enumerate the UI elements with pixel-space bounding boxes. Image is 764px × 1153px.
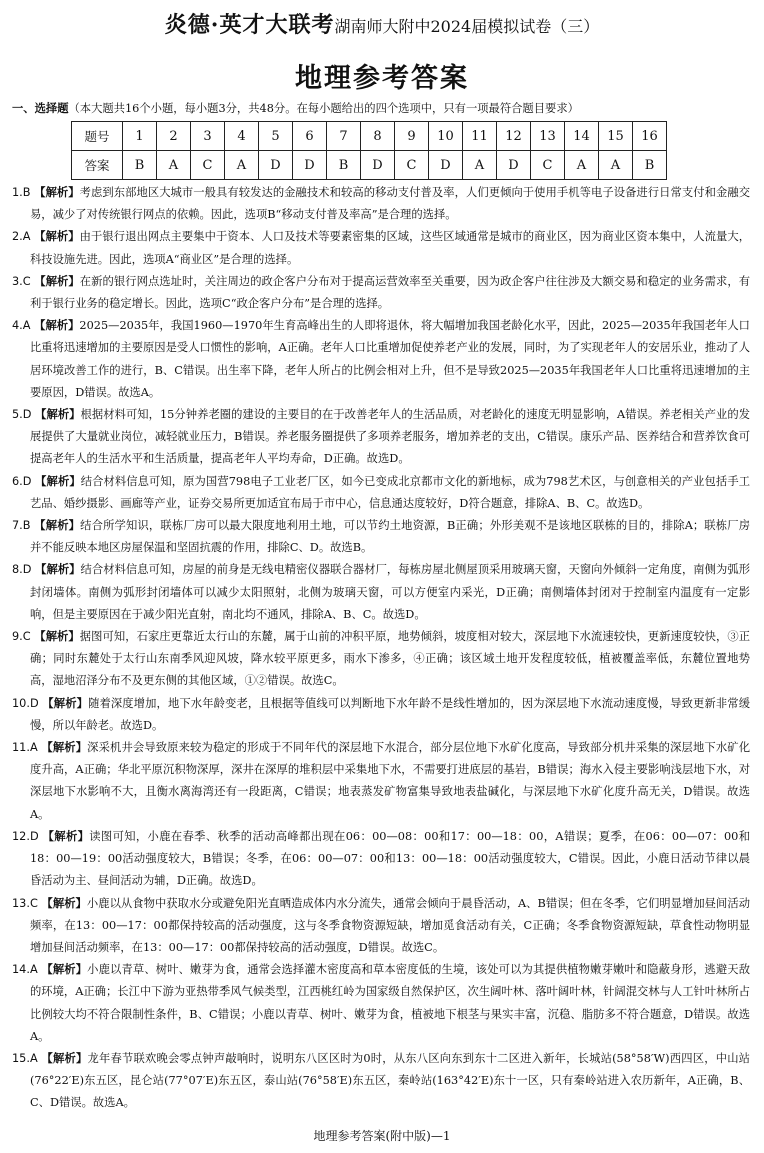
answer-key: 2.A — [12, 230, 31, 244]
analysis-tag: 【解析】 — [41, 1051, 88, 1065]
question-number-cell: 3 — [191, 122, 225, 151]
analysis-tag: 【解析】 — [35, 474, 81, 488]
explanation-text: 随着深度增加，地下水年龄变老，且根据等值线可以判断地下水年龄不是线性增加的，因为深层地下水流动速度慢，导致更新非常缓慢，所以年龄老。故选D。 — [30, 696, 750, 732]
answer-table-row-numbers — [72, 122, 667, 151]
answer-table-row-answers — [72, 151, 667, 180]
question-number-cell: 10 — [429, 122, 463, 151]
question-number-cell: 15 — [599, 122, 633, 151]
explanation-text: 在新的银行网点选址时，关注周边的政企客户分布对于提高运营效率至关重要，因为政企客户往往涉及大额交易和稳定的业务需求，有利于银行业务的稳定增长。因此，选项C“政企客户分布”是合理的选择。 — [30, 274, 750, 311]
answer-cell: A — [565, 151, 599, 180]
explanation-text: 2025—2035年，我国1960—1970年生育高峰出生的人即将退休，将大幅增加我国老龄化水平，因此，2025—2035年我国老年人口比重将迅速增加的主要原因是受人口惯性的影响，A正确。老年人口比重增加促使养老产业的发展，同时，为了实现老年人的安居乐业，推动了人居环境改善工作的进行，B、C错误。出生率下降，老年人所占的比例会相对上升，但不是导致2025—2035年我国老年人口比重将迅速增加的主要原因，D错误。故选A。 — [30, 319, 750, 399]
answer-cell: D — [293, 151, 327, 180]
answer-cell: A — [599, 151, 633, 180]
question-number-cell: 11 — [463, 122, 497, 151]
explanation-text: 结合所学知识，联栋厂房可以最大限度地利用土地，可以节约土地资源，B正确；外形美观不是该地区联栋的目的，排除A；联栋厂房并不能反映本地区房屋保温和坚固抗震的作用，排除C、D。故选B。 — [30, 519, 750, 555]
question-number-cell: 5 — [259, 122, 293, 151]
table-row-label: 题号 — [72, 122, 123, 151]
explanation-text: 由于银行退出网点主要集中于资本、人口及技术等要素密集的区域，这些区域通常是城市的商业区，因为商业区资本集中，人流量大，科技设施先进。因此，选项A“商业区”是合理的选择。 — [30, 230, 750, 266]
exam-name: 湖南师大附中2024届模拟试卷（三） — [334, 17, 600, 36]
section-label: 一、选择题 — [12, 102, 69, 115]
explanation-item — [12, 226, 750, 270]
explanation-text: 据图可知，石家庄更靠近太行山的东麓，属于山前的冲积平原，地势倾斜，坡度相对较大，深层地下水流速较快，更新速度较快，③正确；同时东麓处于太行山东南季风迎风坡，降水较平原更多，雨水下渗多，④正确；该区域土地开发程度较低，植被覆盖率低，东麓位置地势高，湿地沼泽分布不及更东侧的其他区域，①②错误。故选C。 — [30, 630, 750, 688]
section-instruction: （本大题共16个小题，每小题3分，共48分。在每小题给出的四个选项中，只有一项最符合题目要求） — [68, 102, 579, 115]
explanation-text: 考虑到东部地区大城市一般具有较发达的金融技术和较高的移动支付普及率，人们更倾向于使用手机等电子设备进行日常支付和金融交易，减少了对传统银行网点的依赖。因此，选项B“移动支付普及率高”是合理的选择。 — [30, 186, 750, 222]
answer-cell: A — [225, 151, 259, 180]
answer-table — [71, 121, 667, 180]
explanation-text: 小鹿以从食物中获取水分或避免阳光直晒造成体内水分流失，通常会倾向于晨昏活动，A、B错误；但在冬季，它们明显增加昼间活动频率，在13：00—17：00都保持较高的活动强度，这与冬季食物资源短缺，增加觅食活动有关，C正确；冬季食物资源短缺，草食性动物明显增加昼间活动频率，在13：00—17：00都保持较高的活动强度，D错误。故选C。 — [30, 896, 750, 954]
answer-cell: D — [361, 151, 395, 180]
section-heading — [12, 100, 757, 116]
answer-key: 14.A — [12, 963, 38, 977]
answer-key: 15.A — [12, 1051, 38, 1065]
answer-key: 3.C — [12, 274, 31, 288]
question-number-cell: 6 — [293, 122, 327, 151]
answer-key: 8.D — [12, 563, 32, 577]
question-number-cell: 9 — [395, 122, 429, 151]
explanation-text: 读图可知，小鹿在春季、秋季的活动高峰都出现在06：00—08：00和17：00—18：00，A错误；夏季，在06：00—07：00和18：00—19：00活动强度较大，B错误；冬季，在06：00—07：00和13：00—18：00活动强度较大，C错误。因此，小鹿日活动节律以晨昏活动为主、昼间活动为辅，D正确。故选D。 — [30, 829, 750, 888]
answer-key: 6.D — [12, 474, 32, 488]
table-row-label: 答案 — [72, 151, 123, 180]
explanation-item — [12, 515, 750, 559]
page-footer: 地理参考答案(附中版)—1 — [313, 1129, 451, 1143]
answer-cell: D — [497, 151, 531, 180]
explanation-item — [12, 471, 750, 515]
answer-key: 13.C — [12, 896, 38, 910]
answer-key: 11.A — [12, 741, 38, 755]
analysis-tag: 【解析】 — [34, 186, 80, 199]
answer-cell: C — [395, 151, 429, 180]
answer-key: 9.C — [12, 630, 31, 644]
answer-key: 12.D — [12, 829, 39, 843]
answer-cell: D — [259, 151, 293, 180]
explanation-item — [12, 404, 750, 471]
answer-key: 1.B — [12, 186, 31, 199]
analysis-tag: 【解析】 — [41, 963, 88, 977]
answer-key: 10.D — [12, 696, 39, 710]
explanation-item — [12, 959, 750, 1048]
explanation-item — [12, 271, 750, 315]
explanation-text: 龙年春节联欢晚会零点钟声敲响时，说明东八区区时为0时，从东八区向东到东十二区进入新年，长城站(58°58′W)西四区，中山站(76°22′E)东五区，昆仑站(77°07′E)东五区，泰山站(76°58′E)东五区，秦岭站(163°42′E)东十一区，只有秦岭站进入农历新年，A正确，B、C、D错误。故选A。 — [30, 1051, 750, 1110]
explanation-text: 根据材料可知，15分钟养老圈的建设的主要目的在于改善老年人的生活品质，对老龄化的速度无明显影响，A错误。养老相关产业的发展提供了大量就业岗位，减轻就业压力，B错误。养老服务圈提供了多项养老服务，增加养老的支出，C错误。康乐产品、医养结合和营养饮食可提高老年人的生活水平和生活质量，提高老年人平均寿命，D正确。故选D。 — [30, 408, 751, 466]
analysis-tag: 【解析】 — [42, 829, 90, 843]
explanation-item — [12, 737, 750, 826]
answer-cell: C — [531, 151, 565, 180]
question-number-cell: 7 — [327, 122, 361, 151]
answer-cell: C — [191, 151, 225, 180]
explanation-item — [12, 559, 750, 626]
explanation-item — [12, 626, 750, 693]
analysis-tag: 【解析】 — [35, 563, 81, 577]
explanation-text: 结合材料信息可知，原为国营798电子工业老厂区，如今已变成北京都市文化的新地标，成为798艺术区，与创意相关的产业包括手工艺品、婚纱摄影、画廊等产业，证券交易所更加适宜布局于市中心，信息通达度较好，D符合题意，排除A、B、C。故选D。 — [30, 474, 750, 510]
question-number-cell: 13 — [531, 122, 565, 151]
analysis-tag: 【解析】 — [35, 408, 81, 422]
page-title: 地理参考答案 — [295, 63, 469, 94]
explanation-text: 深采机井会导致原来较为稳定的形成于不同年代的深层地下水混合，部分层位地下水矿化度高，导致部分机井采集的深层地下水矿化度升高，A正确；华北平原沉积物深厚，深井在深厚的堆积层中采集地下水，不需要打进底层的基岩，B错误；海水入侵主要影响浅层地下水，对深层地下水影响不大，且衡水离海湾还有一段距离，C错误；地表蒸发矿物富集导致地表盐碱化，与深层地下水矿化度升高无关，D错误。故选A。 — [30, 741, 750, 821]
explanation-text: 小鹿以青草、树叶、嫩芽为食，通常会选择灌木密度高和草本密度低的生境，该处可以为其提供植物嫩芽嫩叶和隐蔽身形，逃避天敌的环境，A正确；长江中下游为亚热带季风气候类型，江西桃红岭为国家级自然保护区，次生阔叶林、落叶阔叶林，针阔混交林与人工针叶林所占比例较大均不符合限制性条件，B、C错误；小鹿以青草、树叶、嫩芽为食，植被地下根茎与果实丰富，沉稳、脂肪多不符合题意，D错误。故选A。 — [30, 963, 750, 1043]
explanation-item — [12, 182, 750, 226]
analysis-tag: 【解析】 — [41, 896, 87, 910]
explanations-list — [12, 182, 750, 1115]
answer-key: 5.D — [12, 408, 32, 422]
question-number-cell: 4 — [225, 122, 259, 151]
explanation-item — [12, 826, 750, 893]
answer-cell: B — [633, 151, 667, 180]
explanation-item — [12, 693, 750, 737]
question-number-cell: 2 — [157, 122, 191, 151]
explanation-item — [12, 893, 750, 960]
answer-cell: A — [157, 151, 191, 180]
brand-name: 炎德·英才大联考 — [164, 12, 335, 38]
analysis-tag: 【解析】 — [34, 230, 80, 244]
explanation-text: 结合材料信息可知，房屋的前身是无线电精密仪器联合器材厂，每栋房屋北侧屋顶采用玻璃天窗，天窗向外倾斜一定角度，南侧为弧形封闭墙体。南侧为弧形封闭墙体可以减少太阳照射，北侧为玻璃天窗，可以方便室内采光，D正确；南侧墙体封闭对于控制室内温度有一定影响，但是主要原因在于减少阳光直射，南北均不通风，排除A、B、C。故选D。 — [30, 563, 750, 621]
question-number-cell: 1 — [123, 122, 157, 151]
analysis-tag: 【解析】 — [34, 519, 81, 533]
answer-cell: D — [429, 151, 463, 180]
question-number-cell: 12 — [497, 122, 531, 151]
question-number-cell: 14 — [565, 122, 599, 151]
answer-cell: B — [327, 151, 361, 180]
question-number-cell: 16 — [633, 122, 667, 151]
question-number-cell: 8 — [361, 122, 395, 151]
analysis-tag: 【解析】 — [34, 319, 80, 333]
explanation-item — [12, 315, 750, 404]
answer-cell: B — [123, 151, 157, 180]
answer-cell: A — [463, 151, 497, 180]
answer-key: 4.A — [12, 319, 31, 333]
analysis-tag: 【解析】 — [42, 696, 89, 710]
explanation-item — [12, 1048, 750, 1115]
analysis-tag: 【解析】 — [34, 274, 80, 288]
analysis-tag: 【解析】 — [41, 741, 88, 755]
answer-key: 7.B — [12, 519, 31, 533]
exam-header — [0, 8, 764, 39]
analysis-tag: 【解析】 — [34, 630, 80, 644]
